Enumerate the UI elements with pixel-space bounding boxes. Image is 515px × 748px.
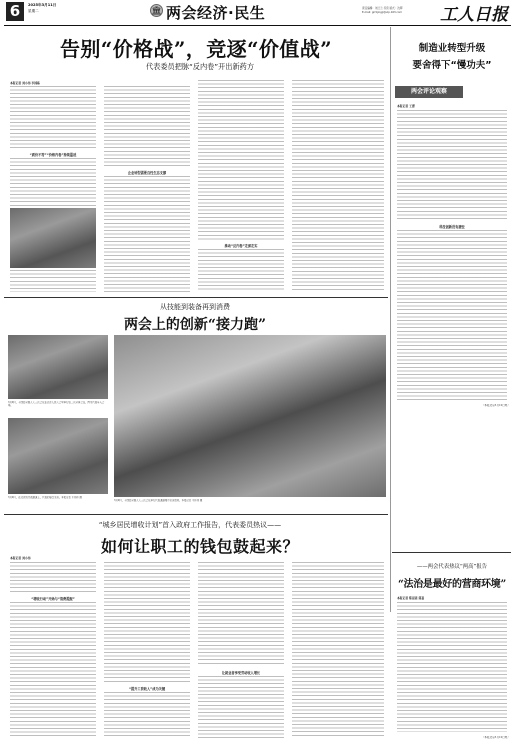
- bottom-body-col1: [10, 562, 96, 592]
- bottom-subhead-3: 让就业者享受劳动收入增长: [221, 671, 261, 675]
- sidebar-subhead: 科技创新没有捷径: [439, 225, 465, 229]
- bottom-byline: 本报记者 刘小伟: [10, 556, 31, 560]
- main-byline: 本报记者 刘小伟 李国栋: [10, 81, 40, 85]
- editor-email: E-mail: grrbjingji@vip.163.com: [362, 11, 403, 14]
- middle-photo-small-top: [8, 335, 108, 399]
- bottom-subhead-2: “提升工资收入”成为关键: [128, 687, 166, 691]
- right-endnote: （本报北京3月10日电）: [481, 736, 510, 739]
- column-badge: 两会评论观察: [395, 86, 463, 98]
- section-title: 两会经济·民生: [166, 4, 266, 22]
- header-rule: [4, 25, 511, 26]
- main-body-col4: [292, 80, 384, 292]
- middle-rule: [4, 297, 388, 298]
- page-number: 6: [6, 2, 24, 21]
- main-body-col2: [104, 86, 190, 166]
- main-subheadline: 代表委员把脉“反内卷”开出新药方: [145, 62, 255, 71]
- bottom-body-col1b: [10, 602, 96, 738]
- middle-caption-left: 3月9日，在北京的代表通道上，代表们接受采访。本报记者 王伟伟 摄: [8, 496, 82, 499]
- right-headline: “法治是最好的营商环境”: [398, 579, 506, 590]
- main-photo: [10, 208, 96, 268]
- sidebar-title-1: 制造业转型升级: [418, 43, 486, 54]
- middle-caption-right: 3月9日，十四届全国人大三次会议举行代表通道集中采访活动。本报记者 王伟伟 摄: [114, 499, 203, 502]
- issue-weekday: 星期二: [28, 9, 39, 13]
- middle-photo-small-bottom: [8, 418, 108, 494]
- middle-kicker: 从技能到装备再到消费: [160, 303, 230, 311]
- sidebar-byline: 本报记者 王群: [397, 104, 415, 108]
- issue-date: 2025年3月11日: [28, 3, 57, 7]
- bottom-subhead-1: “增收行动”开始与“消费提振”: [31, 597, 75, 601]
- main-body-col2b: [104, 176, 190, 292]
- right-body: [397, 602, 507, 732]
- main-subhead-2: 企业转型需要良性生态支撑: [127, 171, 167, 175]
- main-body-col3: [198, 80, 284, 240]
- middle-caption-top: 3月9日，十四届全国人大三次会议在北京人民大会堂举行第二次全体会议。图为代表步入会场。: [8, 401, 105, 408]
- right-byline: 本报记者 陈思思 郭嘉: [397, 596, 425, 600]
- bottom-rule: [4, 514, 388, 515]
- bottom-body-col3b: [198, 676, 284, 738]
- right-rule: [392, 552, 511, 553]
- sidebar-divider: [390, 27, 391, 612]
- emblem-icon: 🏛: [151, 6, 162, 15]
- main-headline: 告别“价格战”，竞逐“价值战”: [59, 37, 332, 61]
- sidebar-body-2: [397, 230, 507, 400]
- bottom-body-col3: [198, 562, 284, 666]
- main-body-col1b: [10, 158, 96, 206]
- bottom-body-col4: [292, 562, 384, 738]
- main-body-col1c: [10, 270, 96, 292]
- sidebar-endnote: （本报北京3月10日电）: [481, 404, 510, 407]
- page-header: [0, 0, 515, 24]
- right-kicker: ——两会代表热议“两高”报告: [416, 564, 488, 570]
- main-body-col1: [10, 86, 96, 150]
- main-body-col3b: [198, 249, 284, 292]
- bottom-kicker: “城乡居民增收计划”首入政府工作报告，代表委员热议——: [98, 521, 282, 529]
- masthead-logo: 工人日报: [440, 5, 508, 25]
- main-subhead-3: 推动“反内卷”走深走实: [224, 244, 258, 248]
- sidebar-body-1: [397, 110, 507, 220]
- sidebar-title-2: 要舍得下“慢功夫”: [412, 60, 492, 71]
- middle-main-photo: [114, 335, 386, 497]
- bottom-body-col2b: [104, 692, 190, 738]
- bottom-headline: 如何让职工的钱包鼓起来？: [100, 537, 299, 556]
- main-subhead-1: “质价不符”“价格内卷”持续蔓延: [29, 153, 77, 157]
- bottom-body-col2: [104, 562, 190, 682]
- editor-credits: 责任编辑：刘兰兰 乔宛 版式：沈辉: [362, 7, 403, 10]
- middle-headline: 两会上的创新“接力跑”: [123, 317, 267, 333]
